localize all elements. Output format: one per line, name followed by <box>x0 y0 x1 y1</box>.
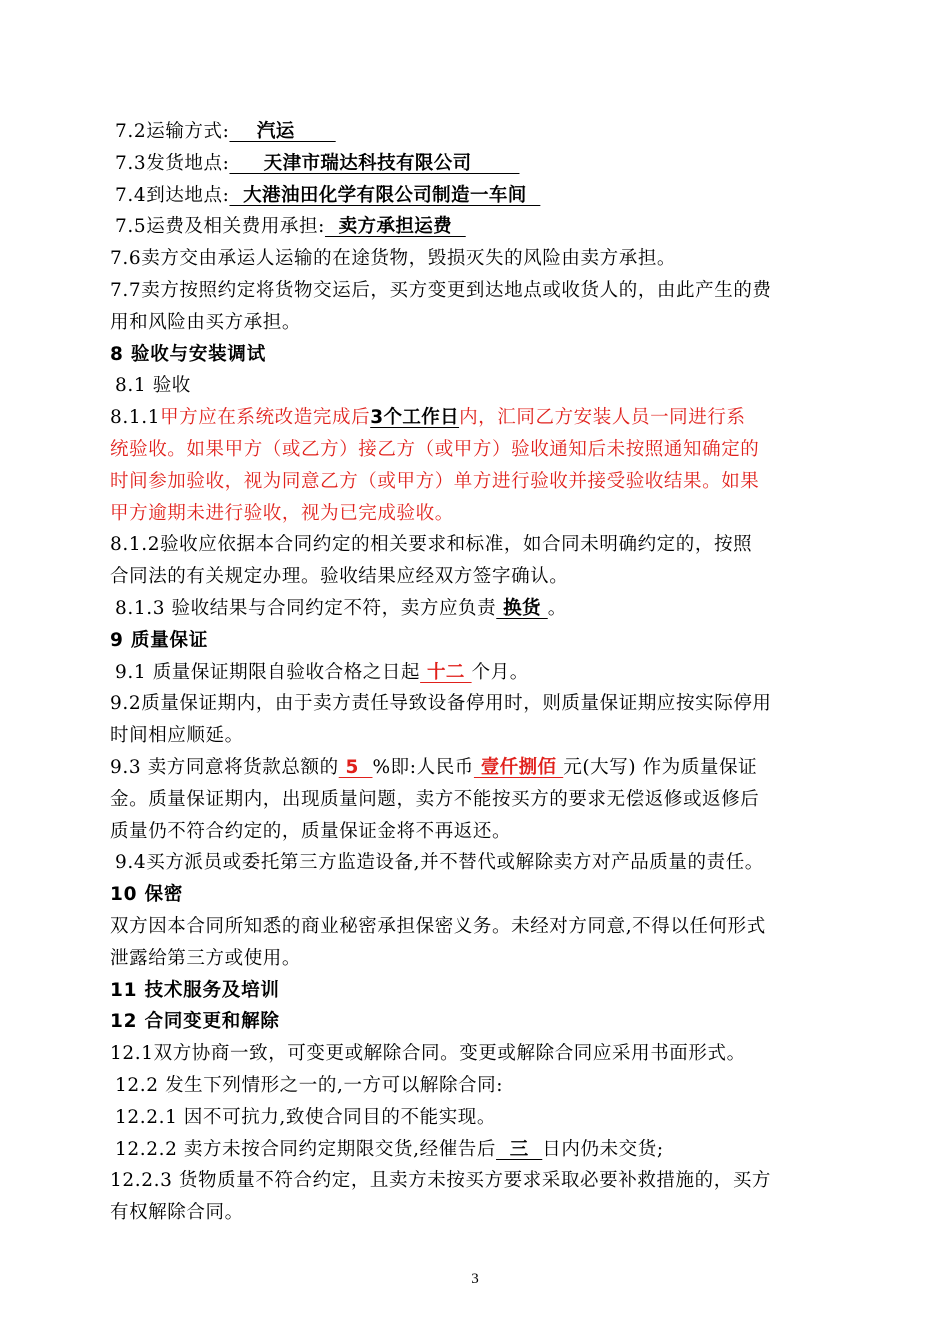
clause-9-1 <box>110 657 838 689</box>
clause-8-1-1 <box>110 402 838 434</box>
section-heading-12: 12 合同变更和解除 <box>110 1011 280 1033</box>
clause-9-3 <box>110 752 838 784</box>
clause-9-2: 9.2质量保证期内，由于卖方责任导致设备停用时，则质量保证期应按实际停用 <box>110 693 772 715</box>
clause-label: 7.3发货地点: <box>115 152 230 174</box>
clause-8-1-2-cont: 合同法的有关规定办理。验收结果应经双方签字确认。 <box>110 566 569 588</box>
clause-text: 。 <box>547 597 567 619</box>
clause-8-1-2: 8.1.2验收应依据本合同约定的相关要求和标准，如合同未明确约定的，按照 <box>110 534 753 556</box>
clause-text: 9.1 质量保证期限自验收合格之日起 <box>115 661 421 683</box>
clause-text: 8.1.3 验收结果与合同约定不符，卖方应负责 <box>115 597 497 619</box>
red-text: 内，汇同乙方安装人员一同进行系 <box>459 407 746 429</box>
clause-7-7-cont: 用和风险由买方承担。 <box>110 311 302 333</box>
clause-text: 日内仍未交货; <box>542 1138 664 1160</box>
clause-9-2-cont: 时间相应顺延。 <box>110 725 244 747</box>
clause-7-2 <box>110 116 838 148</box>
clause-number: 8.1.1 <box>110 407 161 429</box>
clause-text: 元(大写) 作为质量保证 <box>563 756 758 778</box>
clause-text: 12.2.2 卖方未按合同约定期限交货,经催告后 <box>115 1138 497 1160</box>
clause-8-1: 8.1 验收 <box>115 375 191 397</box>
filled-blank: 十二 <box>420 661 472 683</box>
clause-9-4: 9.4买方派员或委托第三方监造设备,并不替代或解除卖方对产品质量的责任。 <box>115 852 764 874</box>
filled-blank: 大港油田化学有限公司制造一车间 <box>229 184 541 206</box>
clause-label: 7.4到达地点: <box>115 184 230 206</box>
clause-12-2-1: 12.2.1 因不可抗力,致使合同目的不能实现。 <box>115 1106 497 1128</box>
section-heading-10: 10 保密 <box>110 884 184 906</box>
clause-7-3 <box>110 148 838 180</box>
red-text: 甲方应在系统改造完成后 <box>160 407 371 429</box>
filled-blank: 汽运 <box>229 121 336 142</box>
clause-text: 9.3 卖方同意将货款总额的 <box>110 756 339 778</box>
clause-7-4 <box>110 180 838 212</box>
clause-8-1-1-cont: 统验收。如果甲方（或乙方）接乙方（或甲方）验收通知后未按照通知确定的 <box>110 438 760 460</box>
contract-body <box>110 116 838 1229</box>
clause-7-7: 7.7卖方按照约定将货物交运后，买方变更到达地点或收货人的，由此产生的费 <box>110 279 772 301</box>
filled-blank: 三 <box>496 1138 543 1160</box>
clause-text: %即:人民币 <box>372 756 474 778</box>
confidentiality-text: 双方因本合同所知悉的商业秘密承担保密义务。未经对方同意,不得以任何形式 <box>110 915 766 937</box>
clause-8-1-1-cont: 甲方逾期未进行验收，视为已完成验收。 <box>110 502 454 524</box>
clause-8-1-1-cont: 时间参加验收，视为同意乙方（或甲方）单方进行验收并接受验收结果。如果 <box>110 470 760 492</box>
clause-7-5 <box>110 211 838 243</box>
filled-blank: 壹仟捌佰 <box>473 756 564 778</box>
filled-blank: 换货 <box>496 597 548 619</box>
clause-label: 7.5运费及相关费用承担: <box>115 216 325 238</box>
clause-label: 7.2运输方式: <box>115 121 230 142</box>
clause-9-3-cont: 金。质量保证期内，出现质量问题，卖方不能按买方的要求无偿返修或返修后 <box>110 788 760 810</box>
section-heading-8: 8 验收与安装调试 <box>110 343 267 365</box>
clause-12-2-3-cont: 有权解除合同。 <box>110 1202 244 1224</box>
filled-blank: 3个工作日 <box>370 407 460 429</box>
section-heading-11: 11 技术服务及培训 <box>110 979 280 1001</box>
filled-blank: 5 <box>338 756 373 778</box>
section-heading-9: 9 质量保证 <box>110 629 209 651</box>
clause-12-2-2 <box>110 1134 838 1166</box>
clause-12-2: 12.2 发生下列情形之一的,一方可以解除合同: <box>115 1074 504 1096</box>
clause-8-1-3 <box>110 593 838 625</box>
clause-text: 个月。 <box>471 661 529 683</box>
page-number: 3 <box>471 1271 479 1287</box>
clause-7-6: 7.6卖方交由承运人运输的在途货物，毁损灭失的风险由卖方承担。 <box>110 248 677 270</box>
clause-9-3-cont: 质量仍不符合约定的，质量保证金将不再返还。 <box>110 820 512 842</box>
filled-blank: 卖方承担运费 <box>324 216 466 238</box>
confidentiality-text-cont: 泄露给第三方或使用。 <box>110 947 302 969</box>
clause-12-2-3: 12.2.3 货物质量不符合约定，且卖方未按买方要求采取必要补救措施的，买方 <box>110 1170 772 1192</box>
filled-blank: 天津市瑞达科技有限公司 <box>229 152 520 174</box>
clause-12-1: 12.1双方协商一致，可变更或解除合同。变更或解除合同应采用书面形式。 <box>110 1043 746 1065</box>
